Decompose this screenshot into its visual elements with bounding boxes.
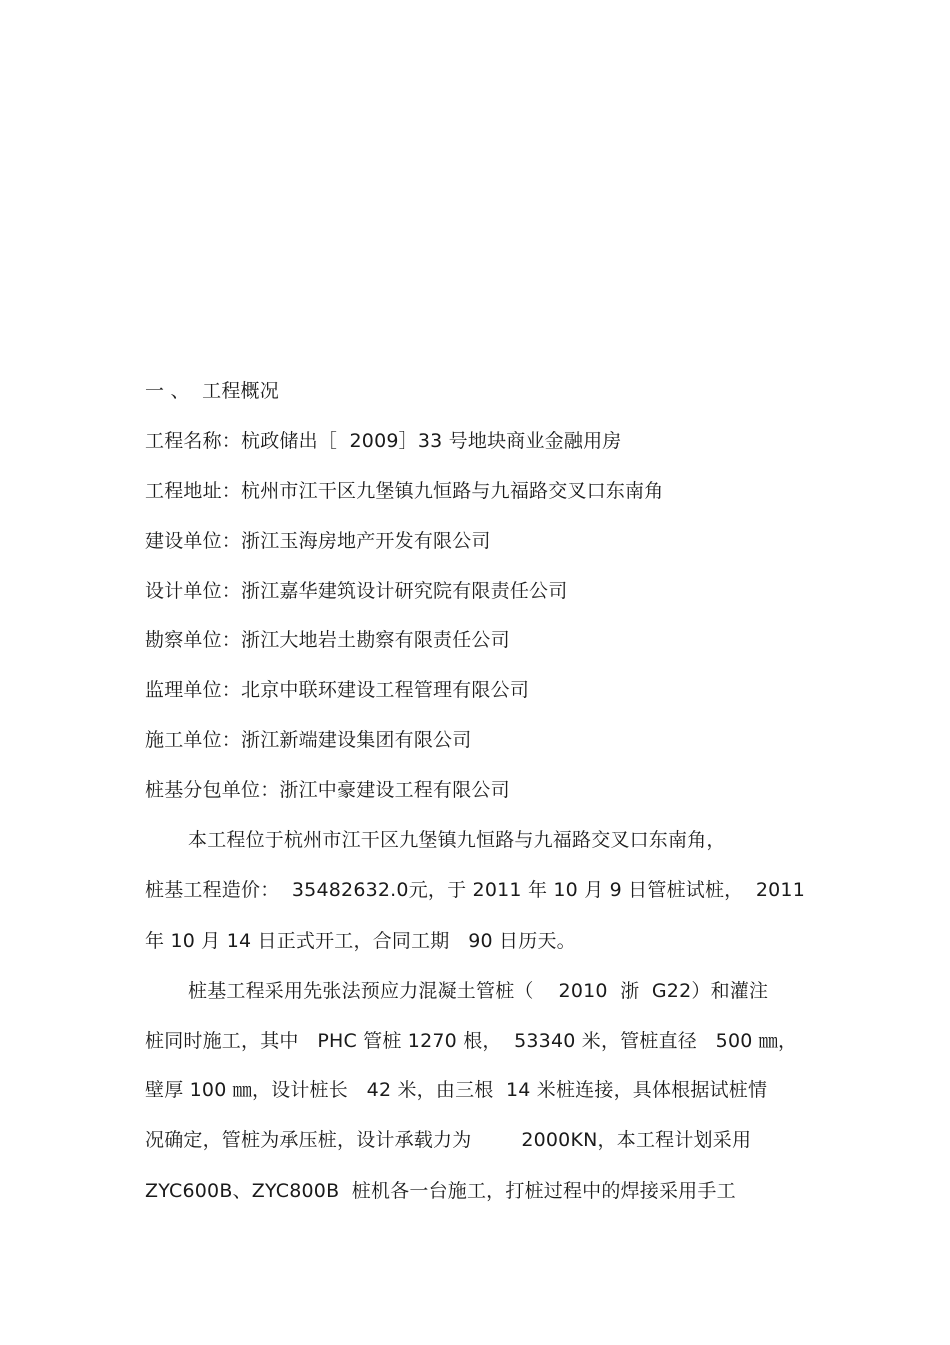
info-row-developer <box>145 528 491 554</box>
section-heading: 一 、 工程概况 <box>145 380 279 402</box>
info-label: 施工单位： <box>145 729 242 751</box>
paragraph-line: 桩基工程采用先张法预应力混凝土管桩（ 2010 浙 G22）和灌注 <box>188 980 769 1002</box>
paragraph-line: ZYC600B、ZYC800B 桩机各一台施工，打桩过程中的焊接采用手工 <box>145 1180 736 1202</box>
info-row-pile-subcontractor <box>145 777 510 803</box>
info-value: 杭政储出［ 2009］33 号地块商业金融用房 <box>241 430 622 452</box>
info-row-designer <box>145 578 567 604</box>
info-label: 工程名称： <box>145 430 242 452</box>
info-label: 工程地址： <box>145 480 242 502</box>
paragraph-line: 壁厚 100 ㎜，设计桩长 42 米，由三根 14 米桩连接，具体根据试桩情 <box>145 1079 768 1101</box>
info-label: 设计单位： <box>145 580 242 602</box>
info-value: 杭州市江干区九堡镇九恒路与九福路交叉口东南角 <box>241 480 664 502</box>
info-value: 浙江大地岩土勘察有限责任公司 <box>241 629 510 651</box>
paragraph-line: 况确定，管桩为承压桩，设计承载力为 2000KN，本工程计划采用 <box>145 1129 752 1151</box>
info-label: 勘察单位： <box>145 629 242 651</box>
info-row-supervisor <box>145 677 529 703</box>
info-row-project-address <box>145 478 663 504</box>
info-value: 浙江新端建设集团有限公司 <box>241 729 472 751</box>
info-row-contractor <box>145 727 471 753</box>
info-row-surveyor <box>145 627 510 653</box>
paragraph-line: 年 10 月 14 日正式开工，合同工期 90 日历天。 <box>145 930 576 952</box>
info-value: 浙江玉海房地产开发有限公司 <box>241 530 491 552</box>
paragraph-line: 桩基工程造价： 35482632.0元，于 2011 年 10 月 9 日管桩试桩， 2011 <box>145 879 806 901</box>
info-row-project-name <box>145 428 621 454</box>
paragraph-line: 本工程位于杭州市江干区九堡镇九恒路与九福路交叉口东南角， <box>188 829 726 851</box>
paragraph-line: 桩同时施工，其中 PHC 管桩 1270 根， 53340 米，管桩直径 500 ㎜， <box>145 1030 798 1052</box>
info-label: 监理单位： <box>145 679 242 701</box>
info-value: 北京中联环建设工程管理有限公司 <box>241 679 530 701</box>
info-value: 浙江中豪建设工程有限公司 <box>279 779 510 801</box>
info-label: 建设单位： <box>145 530 242 552</box>
info-value: 浙江嘉华建筑设计研究院有限责任公司 <box>241 580 568 602</box>
info-label: 桩基分包单位： <box>145 779 280 801</box>
